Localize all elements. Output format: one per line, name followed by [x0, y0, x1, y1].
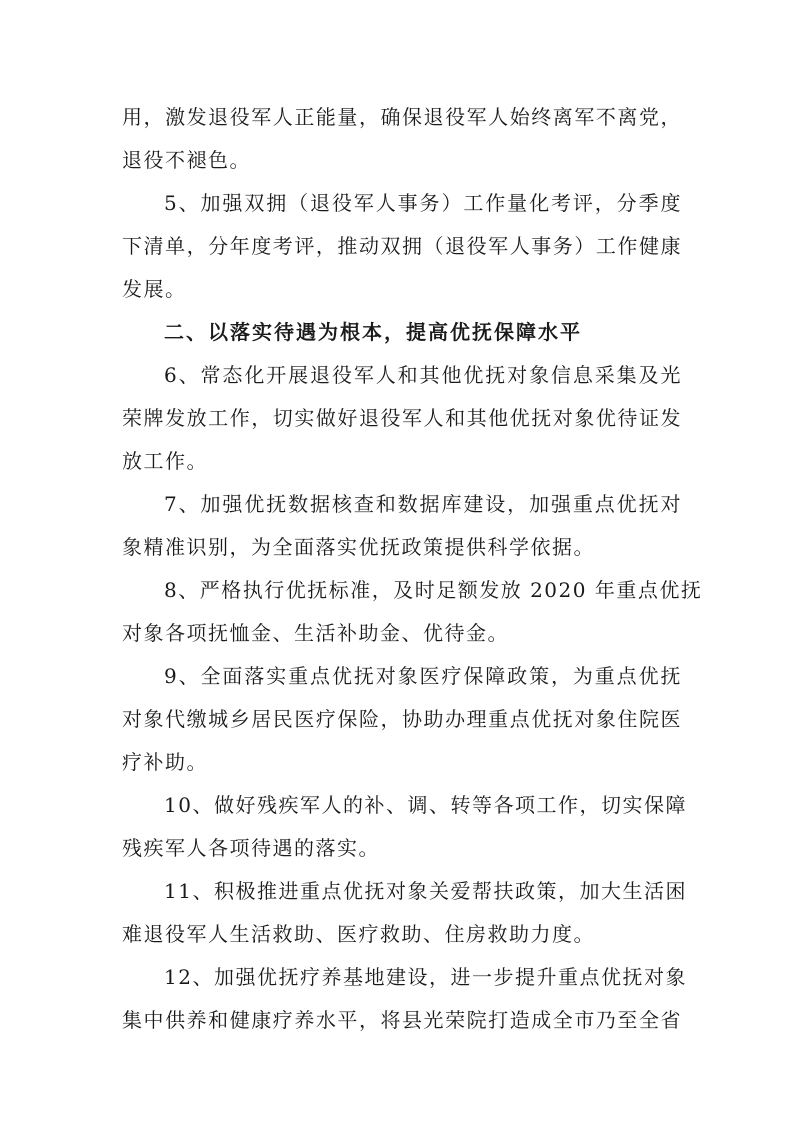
paragraph-11-start: 11、积极推进重点优抚对象关爱帮扶政策，加大生活困: [164, 879, 687, 903]
text-line: 下清单，分年度考评，推动双拥（退役军人事务）工作健康: [122, 234, 682, 258]
text-line: 用，激发退役军人正能量，确保退役军人始终离军不离党，: [122, 105, 682, 129]
paragraph-9-start: 9、全面落实重点优抚对象医疗保障政策，为重点优抚: [164, 664, 682, 688]
paragraph-8-start: 8、严格执行优抚标准，及时足额发放 2020 年重点优抚: [164, 578, 703, 602]
text-line: 发展。: [122, 277, 187, 301]
text-line: 荣牌发放工作，切实做好退役军人和其他优抚对象优待证发: [122, 406, 682, 430]
text-line: 退役不褪色。: [122, 148, 251, 172]
paragraph-6-start: 6、常态化开展退役军人和其他优抚对象信息采集及光: [164, 363, 682, 387]
paragraph-5-start: 5、加强双拥（退役军人事务）工作量化考评，分季度: [164, 191, 682, 215]
paragraph-7-start: 7、加强优抚数据核查和数据库建设，加强重点优抚对: [164, 492, 682, 516]
section-heading: 二、以落实待遇为根本，提高优抚保障水平: [164, 320, 582, 344]
text-line: 难退役军人生活救助、医疗救助、住房救助力度。: [122, 922, 595, 946]
paragraph-10-start: 10、做好残疾军人的补、调、转等各项工作，切实保障: [164, 793, 687, 817]
text-line: 对象代缴城乡居民医疗保险，协助办理重点优抚对象住院医: [122, 707, 682, 731]
text-line: 残疾军人各项待遇的落实。: [122, 836, 380, 860]
text-line: 疗补助。: [122, 750, 208, 774]
text-line: 象精准识别，为全面落实优抚政策提供科学依据。: [122, 535, 595, 559]
text-line: 集中供养和健康疗养水平，将县光荣院打造成全市乃至全省: [122, 1008, 682, 1032]
text-line: 对象各项抚恤金、生活补助金、优待金。: [122, 621, 509, 645]
text-line: 放工作。: [122, 449, 208, 473]
paragraph-12-start: 12、加强优抚疗养基地建设，进一步提升重点优抚对象: [164, 965, 687, 989]
